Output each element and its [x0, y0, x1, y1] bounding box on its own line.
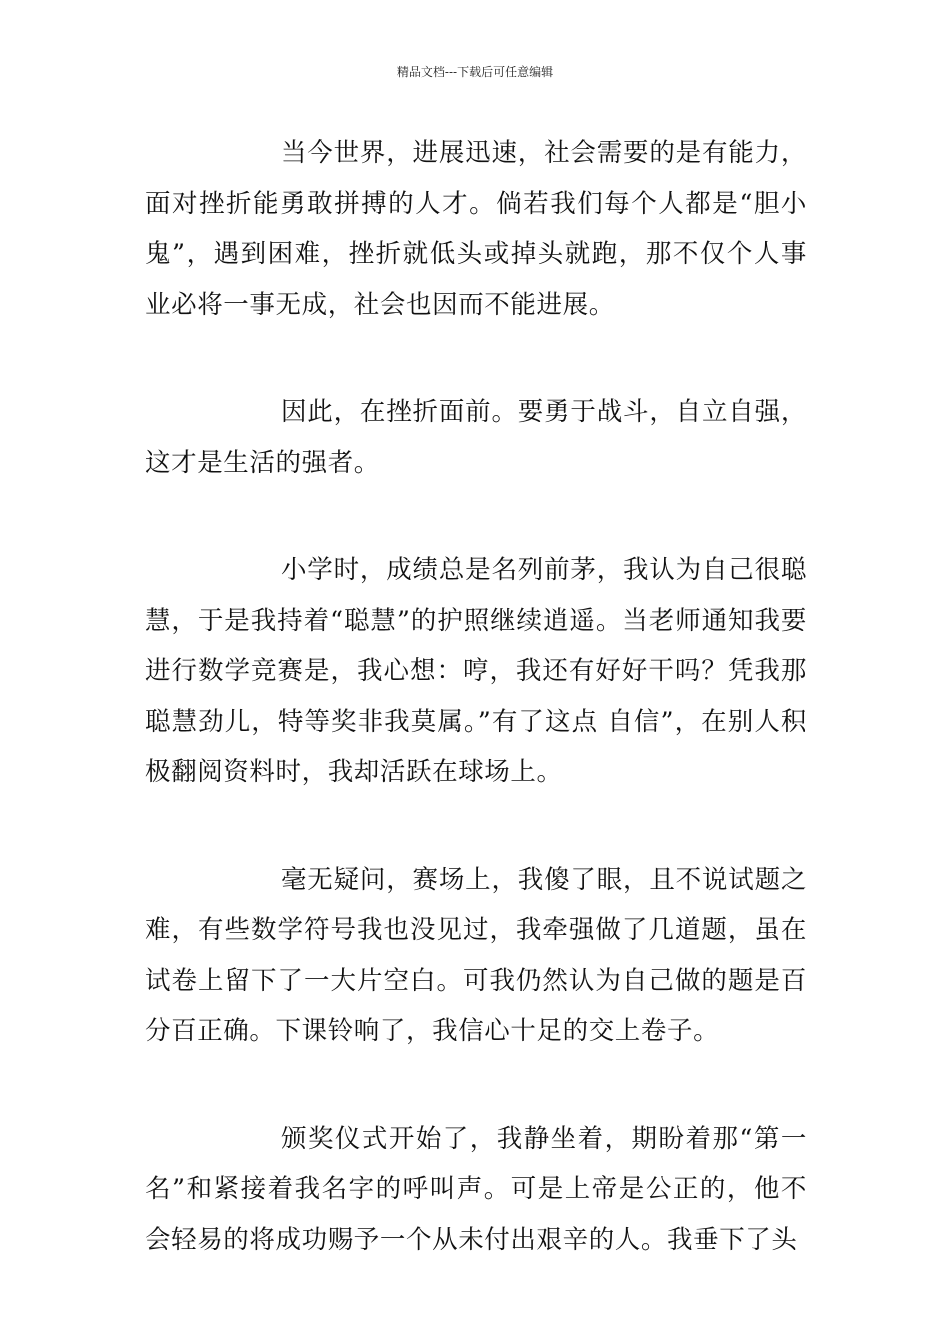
paragraph-5: 颁奖仪式开始了，我静坐着，期盼着那“第一名”和紧接着我名字的呼叫声。可是上帝是公正的，他不会轻易的将成功赐予一个从未付出艰辛的人。我垂下了头	[145, 1123, 807, 1255]
paragraph-3: 小学时，成绩总是名列前茅，我认为自己很聪慧，于是我持着“聪慧”的护照继续逍遥。当老师通知我要进行数学竞赛是，我心想：哼，我还有好好干吗？凭我那聪慧劲儿，特等奖非我莫属。”有了这点 自信”，在别人积极翻阅资料时，我却活跃在球场上。	[145, 555, 807, 787]
paragraph-1: 当今世界，进展迅速，社会需要的是有能力，面对挫折能勇敢拼搏的人才。倘若我们每个人都是“胆小鬼”，遇到困难，挫折就低头或掉头就跑，那不仅个人事业必将一事无成，社会也因而不能进展。	[145, 138, 807, 320]
paragraph-2: 因此，在挫折面前。要勇于战斗，自立自强，这才是生活的强者。	[145, 397, 807, 478]
document-body	[145, 128, 807, 1322]
paragraph-4: 毫无疑问，赛场上，我傻了眼，且不说试题之难，有些数学符号我也没见过，我牵强做了几道题，虽在试卷上留下了一大片空白。可我仍然认为自己做的题是百分百正确。下课铃响了，我信心十足的交上卷子。	[145, 864, 807, 1046]
page-header: 精品文档---下载后可任意编辑	[396, 65, 554, 79]
